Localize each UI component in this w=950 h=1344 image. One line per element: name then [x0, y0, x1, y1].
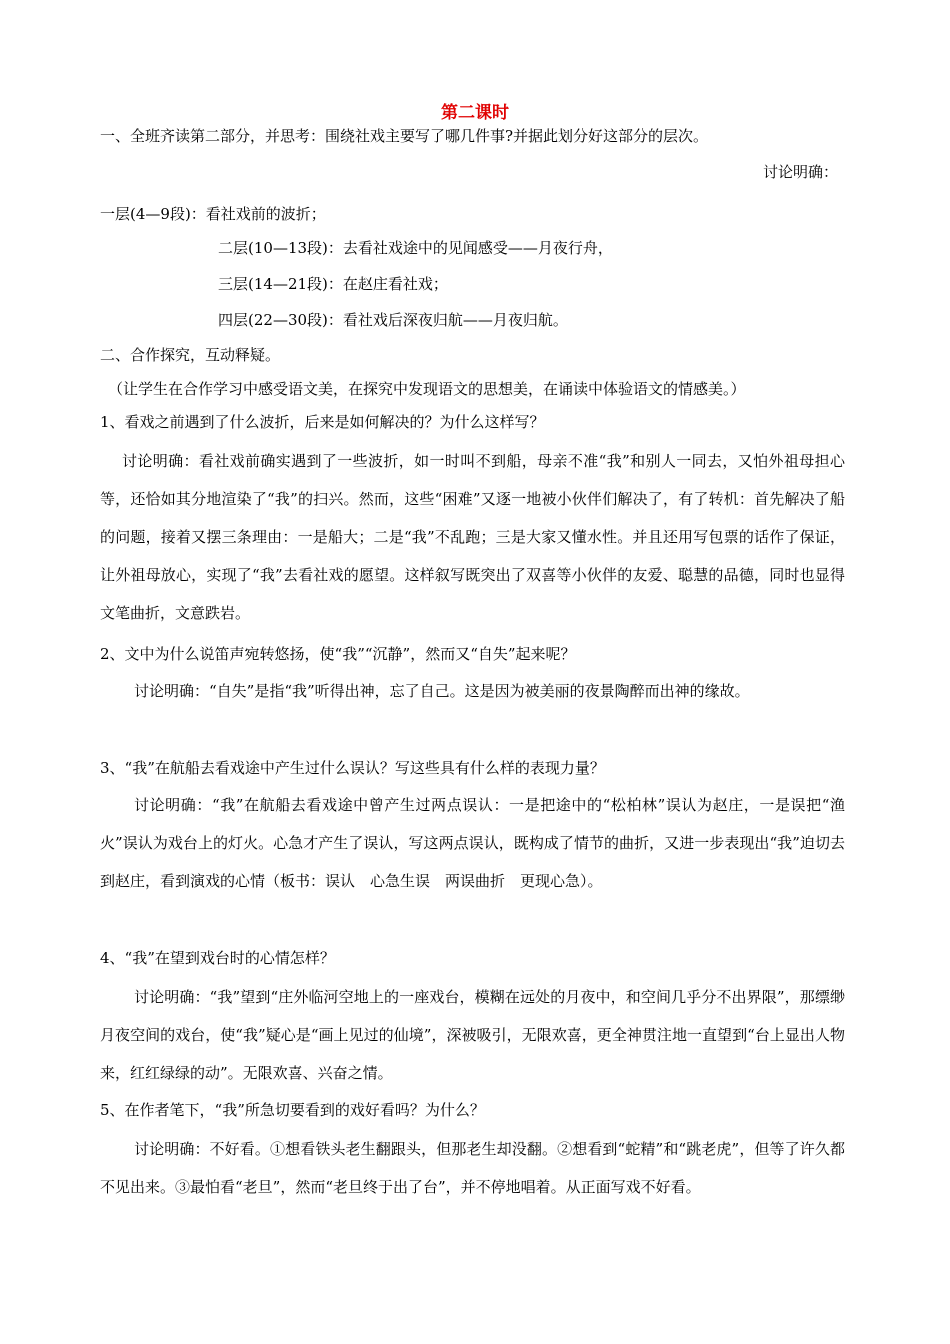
- question-3: 3、“我”在航船去看戏途中产生过什么误认？写这些具有什么样的表现力量？: [100, 759, 605, 777]
- section2-heading: 二、合作探究，互动释疑。: [100, 346, 281, 364]
- answer-1: 讨论明确：看社戏前确实遇到了一些波折，如一时叫不到船，母亲不准“我”和别人一同去，又怕外祖母担心等，还恰如其分地渲染了“我”的扫兴。然而，这些“困难”又逐一地被小伙伴们解决了，有了转机：首先解决了船的问题，接着又摆三条理由：一是船大；二是“我”不乱跑；三是大家又懂水性。并且还用写包票的话作了保证，让外祖母放心，实现了“我”去看社戏的愿望。这样叙写既突出了双喜等小伙伴的友爱、聪慧的品德，同时也显得文笔曲折，文意跌岩。: [100, 452, 845, 622]
- layer-4: 四层(22—30段)：看社戏后深夜归航——月夜归航。: [218, 311, 568, 329]
- lesson-title: 第二课时: [441, 103, 509, 123]
- section2-note: （让学生在合作学习中感受语文美，在探究中发现语文的思想美，在诵读中体验语文的情感美。）: [108, 380, 746, 398]
- section1-question: 一、全班齐读第二部分，并思考：围绕社戏主要写了哪几件事?并据此划分好这部分的层次。: [100, 127, 709, 145]
- question-2: 2、文中为什么说笛声宛转悠扬，使“我”“沉静”，然而又“自失”起来呢？: [100, 645, 576, 663]
- layer-3: 三层(14—21段)：在赵庄看社戏；: [218, 275, 448, 293]
- answer-3: 讨论明确：“我”在航船去看戏途中曾产生过两点误认：一是把途中的“松柏林”误认为赵庄，一是误把“渔火”误认为戏台上的灯火。心急才产生了误认，写这两点误认，既构成了情节的曲折，又进一步表现出“我”迫切去到赵庄，看到演戏的心情（板书：误认 心急生误 两误曲折 更现心急）。: [100, 796, 845, 890]
- answer-2: 讨论明确：“自失”是指“我”听得出神，忘了自己。这是因为被美丽的夜景陶醉而出神的缘故。: [134, 682, 750, 700]
- question-1: 1、看戏之前遇到了什么波折，后来是如何解决的？为什么这样写？: [100, 413, 545, 431]
- layer-2: 二层(10—13段)：去看社戏途中的见闻感受——月夜行舟，: [218, 239, 613, 257]
- question-4: 4、“我”在望到戏台时的心情怎样？: [100, 949, 335, 967]
- discussion-label: 讨论明确：: [762, 163, 838, 181]
- question-5: 5、在作者笔下，“我”所急切要看到的戏好看吗？为什么？: [100, 1101, 485, 1119]
- layer-1: 一层(4—9段)：看社戏前的波折；: [100, 205, 326, 223]
- answer-4: 讨论明确：“我”望到“庄外临河空地上的一座戏台，模糊在远处的月夜中，和空间几乎分不出界限”，那缥缈月夜空间的戏台，使“我”疑心是“画上见过的仙境”，深被吸引，无限欢喜，更全神贯注地一直望到“台上显出人物来，红红绿绿的动”。无限欢喜、兴奋之情。: [100, 988, 845, 1082]
- answer-5: 讨论明确：不好看。①想看铁头老生翻跟头，但那老生却没翻。②想看到“蛇精”和“跳老虎”，但等了许久都不见出来。③最怕看“老旦”，然而“老旦终于出了台”，并不停地唱着。从正面写戏不好看。: [100, 1140, 845, 1196]
